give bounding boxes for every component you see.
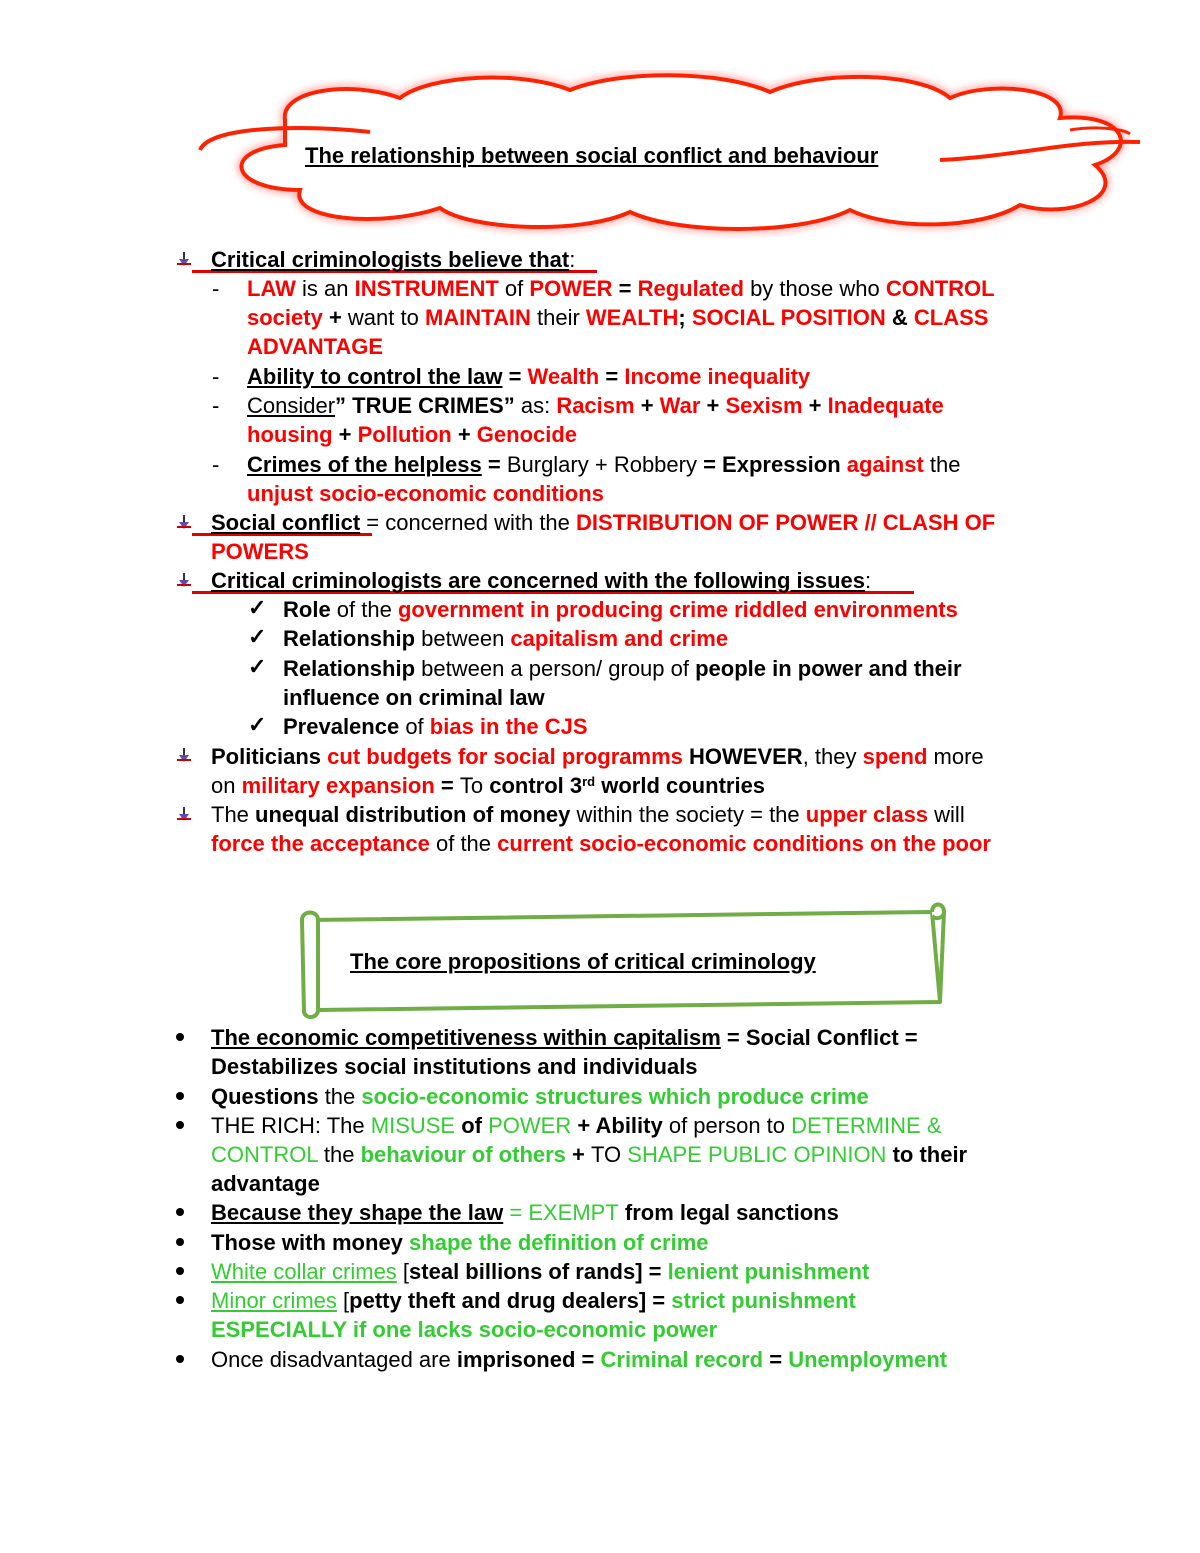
text: Income inequality (624, 364, 811, 389)
text: Questions (211, 1084, 319, 1109)
text: from legal sanctions (618, 1200, 839, 1225)
list-item (211, 1228, 709, 1257)
text: WEALTH (585, 305, 679, 330)
text: ” TRUE CRIMES” (335, 393, 515, 418)
text: Pollution (357, 422, 452, 447)
text: Crimes of the helpless (247, 452, 482, 477)
list-item (211, 1111, 942, 1140)
list-item-continuation (211, 829, 991, 858)
text: against (846, 452, 924, 477)
text: White collar crimes (211, 1259, 397, 1284)
dash-bullet: - (212, 276, 220, 301)
text: imprisoned (456, 1347, 576, 1372)
list-item (283, 712, 588, 741)
list-item (283, 654, 962, 683)
arrow-bullet-icon (176, 746, 192, 766)
checkmark-icon: ✓ (248, 624, 267, 649)
text: = (599, 364, 625, 389)
text: = (434, 773, 460, 798)
bullet-dot (176, 1208, 184, 1216)
text: + (634, 393, 660, 418)
text: Once disadvantaged are (211, 1347, 457, 1372)
checkmark-icon: ✓ (248, 595, 267, 620)
text: spend (862, 744, 928, 769)
arrow-bullet-icon (176, 571, 192, 591)
text: The (211, 802, 256, 827)
text: = (763, 1347, 789, 1372)
text: of (498, 276, 530, 301)
list-item (247, 362, 810, 391)
list-item-continuation: POWERS (211, 539, 309, 564)
list-item-continuation: advantage (211, 1171, 320, 1196)
text: & (885, 305, 914, 330)
text: housing (247, 422, 333, 447)
text: War (659, 393, 701, 418)
text: CONTROL (885, 276, 995, 301)
text: = (612, 276, 638, 301)
list-item (211, 1345, 947, 1374)
text: = Expression (703, 452, 847, 477)
text: bias in the CJS (429, 714, 588, 739)
text: , they (802, 744, 863, 769)
text: Racism (556, 393, 635, 418)
text: socio-economic structures which produce crime (361, 1084, 869, 1109)
text: between a person/ group of (415, 656, 696, 681)
text: to their (886, 1142, 968, 1167)
section-title-core-propositions: The core propositions of critical criminology (350, 949, 816, 974)
text: Because they shape the law (211, 1200, 504, 1225)
text: = concerned with the (360, 510, 577, 535)
text: unequal distribution of money (255, 802, 571, 827)
text: DETERMINE & (791, 1113, 942, 1138)
text: of (455, 1113, 489, 1138)
text: Regulated (637, 276, 744, 301)
bullet-dot (176, 1355, 184, 1363)
text: government in producing crime riddled environments (397, 597, 958, 622)
text: HOWEVER (682, 744, 803, 769)
text: Genocide (476, 422, 578, 447)
list-item (211, 1082, 869, 1111)
list-item-continuation: ADVANTAGE (247, 334, 384, 359)
list-item-continuation: influence on criminal law (283, 685, 545, 710)
text: is an (295, 276, 355, 301)
list-item (211, 245, 575, 274)
bullet-dot (176, 1092, 184, 1100)
text: of (399, 714, 430, 739)
text: [ (396, 1259, 410, 1284)
list-item (211, 742, 984, 771)
text: by those who (743, 276, 886, 301)
text: of person to (668, 1113, 792, 1138)
checkmark-icon: ✓ (248, 654, 267, 679)
text: Consider (247, 393, 336, 418)
list-item (247, 450, 961, 479)
text: + (451, 422, 477, 447)
text: the (923, 452, 961, 477)
text: within the society = the (570, 802, 806, 827)
text: [ (336, 1288, 350, 1313)
bullet-dot (176, 1267, 184, 1275)
superscript: rd (582, 774, 596, 789)
text: Critical criminologists are concerned with the following issues (211, 568, 866, 593)
text: current socio-economic conditions on the poor (497, 831, 991, 856)
text: lenient punishment (667, 1259, 870, 1284)
section-title-social-conflict: The relationship between social conflict and behaviour (305, 143, 879, 168)
text: force the acceptance (211, 831, 430, 856)
text: Sexism (725, 393, 803, 418)
text: petty theft and drug dealers (349, 1288, 639, 1313)
text: POWER (529, 276, 613, 301)
text: CONTROL (211, 1142, 318, 1167)
list-item (283, 595, 958, 624)
text: as: (514, 393, 557, 418)
text: the (318, 1084, 362, 1109)
list-item-continuation (247, 303, 988, 332)
text: Burglary + Robbery (506, 452, 704, 477)
text: of the (330, 597, 398, 622)
text: + (565, 1142, 591, 1167)
text: The economic competitiveness within capitalism (211, 1025, 721, 1050)
text: Politicians (211, 744, 322, 769)
text: Role (283, 597, 331, 622)
colon: : (569, 247, 576, 272)
text: people in power and their (695, 656, 962, 681)
text: upper class (805, 802, 929, 827)
text: SOCIAL POSITION (691, 305, 886, 330)
text: : (865, 568, 872, 593)
text: Relationship (283, 656, 416, 681)
text: ] = (638, 1288, 672, 1313)
text: between (415, 626, 511, 651)
bullet-dot (176, 1296, 184, 1304)
text: Prevalence (283, 714, 400, 739)
text: Inadequate (827, 393, 944, 418)
text: capitalism and crime (510, 626, 729, 651)
text: of the (429, 831, 498, 856)
list-item-continuation: unjust socio-economic conditions (247, 481, 604, 506)
checkmark-icon: ✓ (248, 712, 267, 737)
text: Those with money (211, 1230, 403, 1255)
heading-text: Critical criminologists believe that (211, 247, 570, 272)
text: = (575, 1347, 601, 1372)
list-item (211, 508, 995, 537)
arrow-bullet-icon (176, 250, 192, 270)
bullet-dot (176, 1033, 184, 1041)
list-item (283, 624, 728, 653)
list-item (211, 1257, 869, 1286)
text: + (332, 422, 358, 447)
text: INSTRUMENT (354, 276, 499, 301)
list-item (211, 1023, 918, 1052)
text: steal billions of rands (409, 1259, 636, 1284)
text: ] = (635, 1259, 668, 1284)
text: = (502, 364, 528, 389)
list-item (211, 1198, 839, 1227)
text: want to (347, 305, 425, 330)
dash-bullet: - (212, 393, 220, 418)
text: EXEMPT (528, 1200, 619, 1225)
list-item-continuation: ESPECIALLY if one lacks socio-economic power (211, 1317, 718, 1342)
arrow-bullet-icon (176, 513, 192, 533)
text: SHAPE PUBLIC OPINION (627, 1142, 887, 1167)
text: cut budgets for social programms (327, 744, 683, 769)
list-item (247, 274, 995, 303)
text: = (481, 452, 507, 477)
text: Minor crimes (211, 1288, 337, 1313)
text: the (317, 1142, 361, 1167)
text: LAW (247, 276, 296, 301)
text: MISUSE (370, 1113, 456, 1138)
text: Wealth (527, 364, 600, 389)
text: + (700, 393, 726, 418)
text: Unemployment (788, 1347, 948, 1372)
text: = (503, 1200, 529, 1225)
list-item (211, 800, 965, 829)
text: shape the definition of crime (402, 1230, 709, 1255)
text: Criminal record (600, 1347, 764, 1372)
text: strict punishment (671, 1288, 856, 1313)
text: society (247, 305, 323, 330)
text: + (322, 305, 348, 330)
text: ; (678, 305, 692, 330)
text: + Ability (571, 1113, 669, 1138)
bullet-dot (176, 1121, 184, 1129)
list-item (247, 391, 944, 420)
text: behaviour of others (360, 1142, 566, 1167)
list-item (211, 566, 871, 595)
list-item-continuation (211, 1140, 967, 1169)
text: MAINTAIN (424, 305, 531, 330)
arrow-bullet-icon (176, 805, 192, 825)
text: Relationship (283, 626, 416, 651)
text: + (802, 393, 828, 418)
text: = Social Conflict = (720, 1025, 918, 1050)
bullet-dot (176, 1238, 184, 1246)
text: Social conflict (211, 510, 361, 535)
list-item-continuation (247, 420, 577, 449)
list-item (211, 1286, 856, 1315)
text: military expansion (241, 773, 435, 798)
text: world countries (595, 773, 766, 798)
text: their (530, 305, 586, 330)
text: POWER (488, 1113, 572, 1138)
text: DISTRIBUTION OF POWER // CLASH OF (576, 510, 996, 535)
text: control 3 (489, 773, 583, 798)
text: on (211, 773, 242, 798)
text: more (927, 744, 984, 769)
text: TO (591, 1142, 628, 1167)
dash-bullet: - (212, 452, 220, 477)
dash-bullet: - (212, 364, 220, 389)
text: To (459, 773, 490, 798)
list-item-continuation (211, 771, 765, 800)
list-item-continuation: Destabilizes social institutions and individuals (211, 1054, 698, 1079)
text: CLASS (913, 305, 989, 330)
text: Ability to control the law (247, 364, 503, 389)
text: will (928, 802, 965, 827)
text: THE RICH: The (211, 1113, 371, 1138)
